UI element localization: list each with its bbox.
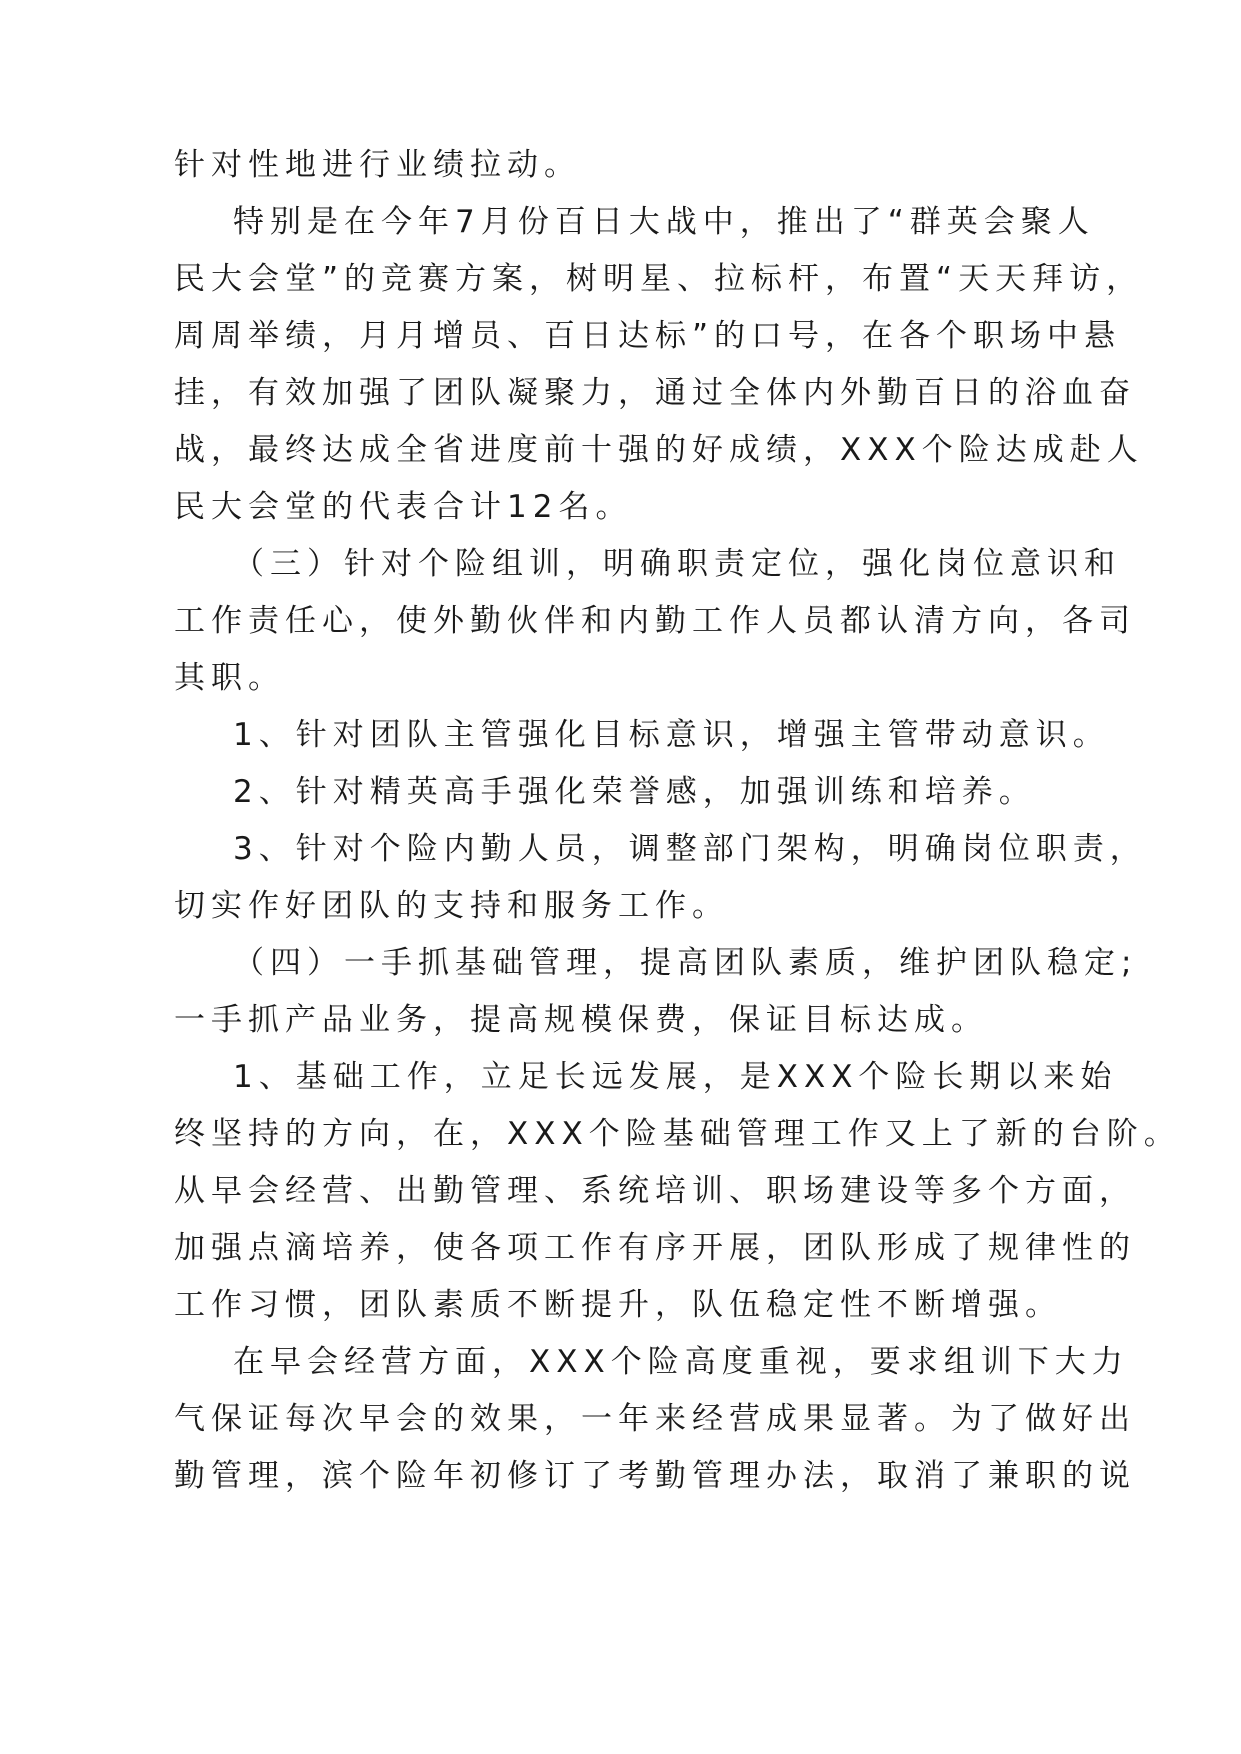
text-line: 民大会堂”的竞赛方案，树明星、拉标杆，布置“天天拜访，: [174, 261, 1144, 297]
text-line: 加强点滴培养，使各项工作有序开展，团队形成了规律性的: [174, 1230, 1136, 1266]
text-line: 战，最终达成全省进度前十强的好成绩，XXX个险达成赴人: [174, 432, 1144, 468]
text-line: 从早会经营、出勤管理、系统培训、职场建设等多个方面，: [174, 1173, 1136, 1209]
paragraph-first-line: 在早会经营方面，XXX个险高度重视，要求组训下大力: [233, 1344, 1129, 1380]
list-item: 1、针对团队主管强化目标意识，增强主管带动意识。: [233, 717, 1110, 753]
text-line: 气保证每次早会的效果，一年来经营成果显著。为了做好出: [174, 1401, 1136, 1437]
list-item: 1、基础工作，立足长远发展，是XXX个险长期以来始: [233, 1059, 1118, 1095]
text-line: 工作责任心，使外勤伙伴和内勤工作人员都认清方向，各司: [174, 603, 1136, 639]
text-line: 周周举绩，月月增员、百日达标”的口号，在各个职场中悬: [174, 318, 1122, 354]
paragraph-first-line: 特别是在今年7月份百日大战中，推出了“群英会聚人: [233, 204, 1095, 240]
text-line: 勤管理，滨个险年初修订了考勤管理办法，取消了兼职的说: [174, 1458, 1136, 1494]
text-line: 挂，有效加强了团队凝聚力，通过全体内外勤百日的浴血奋: [174, 375, 1136, 411]
text-line: 民大会堂的代表合计12名。: [174, 489, 633, 525]
paragraph-first-line: （四）一手抓基础管理，提高团队素质，维护团队稳定;: [233, 945, 1138, 981]
list-item: 3、针对个险内勤人员，调整部门架构，明确岗位职责，: [233, 831, 1147, 867]
list-item: 2、针对精英高手强化荣誉感，加强训练和培养。: [233, 774, 1036, 810]
text-line: 其职。: [174, 660, 285, 696]
text-line: 终坚持的方向，在，XXX个险基础管理工作又上了新的台阶。: [174, 1116, 1181, 1152]
text-line: 针对性地进行业绩拉动。: [174, 147, 581, 183]
paragraph-first-line: （三）针对个险组训，明确职责定位，强化岗位意识和: [233, 546, 1121, 582]
text-line: 切实作好团队的支持和服务工作。: [174, 888, 729, 924]
text-line: 一手抓产品业务，提高规模保费，保证目标达成。: [174, 1002, 988, 1038]
text-line: 工作习惯，团队素质不断提升，队伍稳定性不断增强。: [174, 1287, 1062, 1323]
